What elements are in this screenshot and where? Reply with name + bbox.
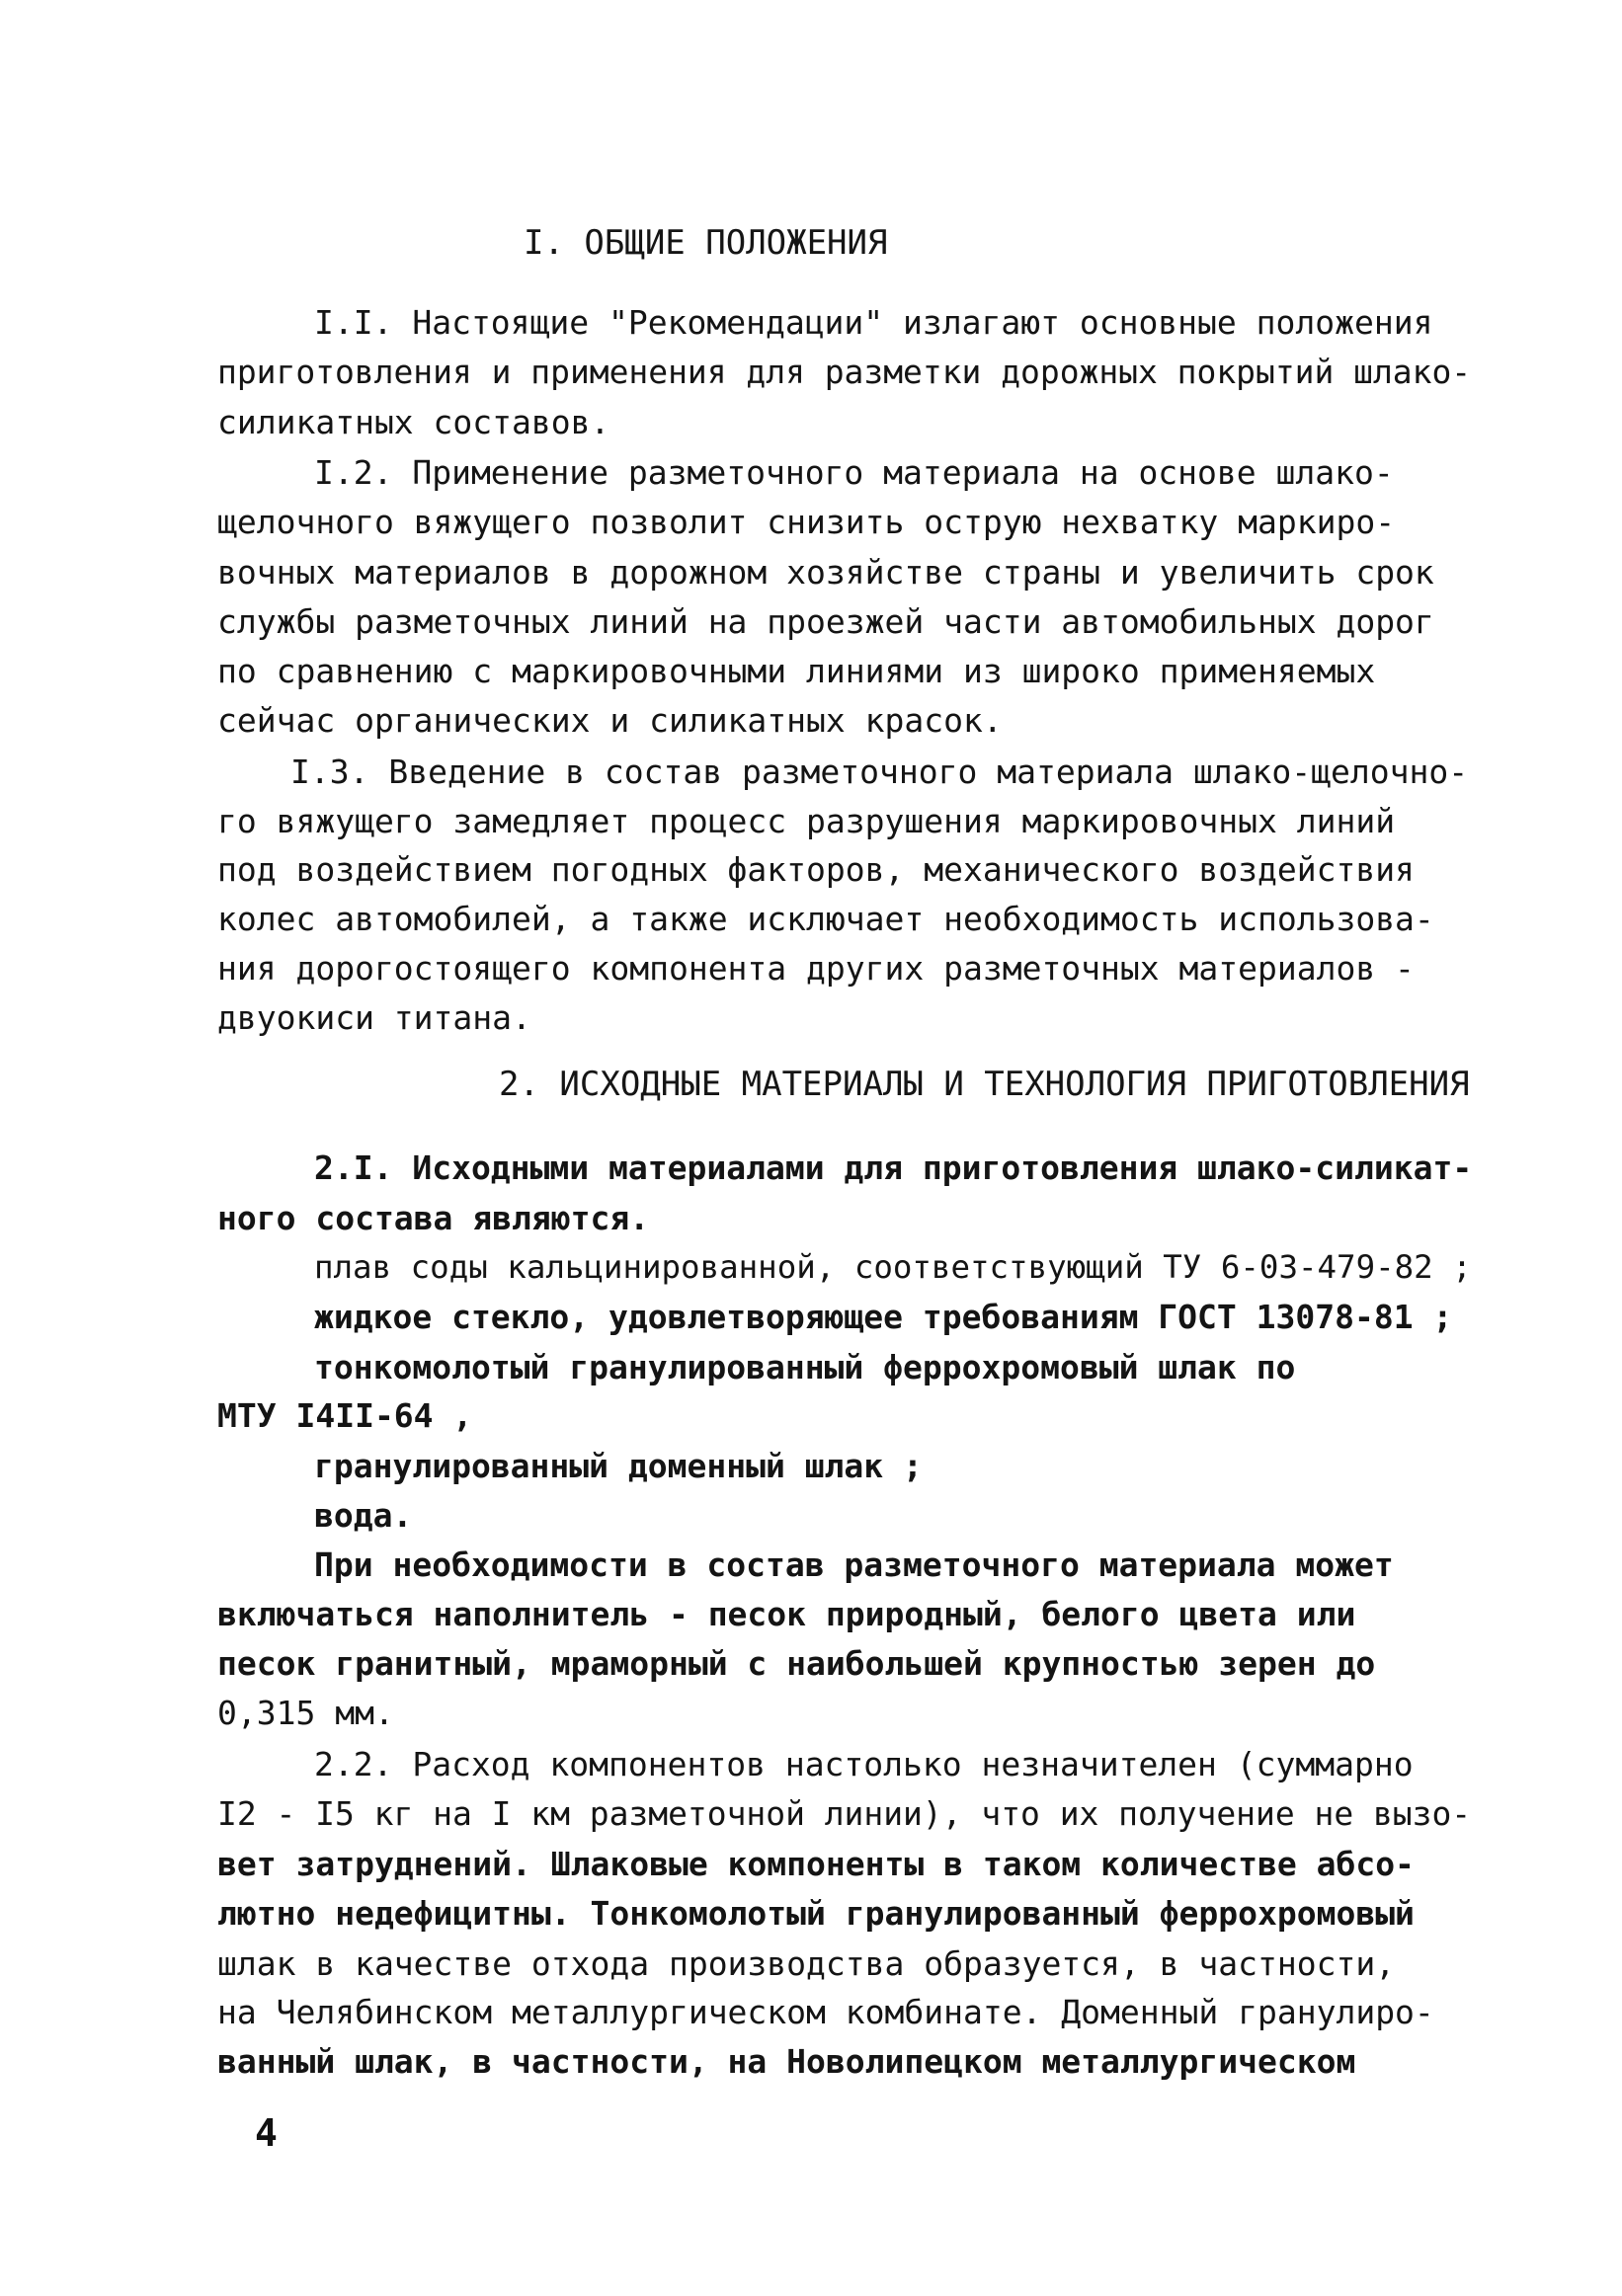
text-line: песок гранитный, мраморный с наибольшей крупностью зерен до xyxy=(217,1644,1376,1683)
text-line: тонкомолотый гранулированный феррохромовый шлак по xyxy=(314,1348,1296,1386)
text-line: лютно недефицитны. Тонкомолотый гранулированный феррохромовый xyxy=(217,1894,1415,1933)
text-line: приготовления и применения для разметки дорожных покрытий шлако- xyxy=(217,353,1472,391)
page-number: 4 xyxy=(255,2111,278,2155)
text-line: 2.I. Исходными материалами для приготовления шлако-силикат- xyxy=(314,1148,1473,1187)
text-line: включаться наполнитель - песок природный, белого цвета или xyxy=(217,1595,1356,1633)
text-line: го вяжущего замедляет процесс разрушения маркировочных линий xyxy=(217,802,1396,840)
text-line: ния дорогостоящего компонента других разметочных материалов - xyxy=(217,949,1415,988)
text-line: шлак в качестве отхода производства образуется, в частности, xyxy=(217,1944,1396,1983)
text-line: I.I. Настоящие "Рекомендации" излагают основные положения xyxy=(314,303,1433,342)
text-line: 0,315 мм. xyxy=(217,1694,394,1732)
text-line: колес автомобилей, а также исключает необходимость использова- xyxy=(217,900,1434,938)
text-line: сейчас органических и силикатных красок. xyxy=(217,701,1003,740)
text-line: щелочного вяжущего позволит снизить острую нехватку маркиро- xyxy=(217,503,1396,541)
text-line: вочных материалов в дорожном хозяйстве страны и увеличить срок xyxy=(217,553,1434,592)
text-line: 2.2. Расход компонентов настолько незначителен (суммарно xyxy=(314,1745,1414,1783)
text-line: под воздействием погодных факторов, механического воздействия xyxy=(217,850,1415,889)
text-line: I.3. Введение в состав разметочного материала шлако-щелочно- xyxy=(290,752,1469,791)
text-line: ванный шлак, в частности, на Новолипецком металлургическом xyxy=(217,2042,1356,2081)
section-2-heading: 2. ИСХОДНЫЕ МАТЕРИАЛЫ И ТЕХНОЛОГИЯ ПРИГОТОВЛЕНИЯ xyxy=(499,1065,1470,1104)
section-1-heading: I. ОБЩИЕ ПОЛОЖЕНИЯ xyxy=(524,223,888,263)
text-line: ного состава являются. xyxy=(217,1199,650,1237)
text-line: вода. xyxy=(314,1496,413,1535)
text-line: плав соды кальцинированной, соответствующий ТУ 6-03-479-82 ; xyxy=(314,1248,1472,1286)
text-line: по сравнению с маркировочными линиями из широко применяемых xyxy=(217,652,1376,690)
text-line: службы разметочных линий на проезжей части автомобильных дорог xyxy=(217,602,1434,641)
text-line: I.2. Применение разметочного материала на основе шлако- xyxy=(314,453,1394,492)
text-line: на Челябинском металлургическом комбинате. Доменный гранулиро- xyxy=(217,1993,1434,2031)
text-line: гранулированный доменный шлак ; xyxy=(314,1447,923,1485)
text-line: МТУ I4II-64 , xyxy=(217,1396,473,1435)
text-line: силикатных составов. xyxy=(217,403,610,441)
text-line: вет затруднений. Шлаковые компоненты в таком количестве абсо- xyxy=(217,1845,1415,1883)
text-line: При необходимости в состав разметочного материала может xyxy=(314,1545,1394,1584)
text-line: жидкое стекло, удовлетворяющее требованиям ГОСТ 13078-81 ; xyxy=(314,1298,1453,1336)
text-line: I2 - I5 кг на I км разметочной линии), что их получение не вызо- xyxy=(217,1794,1472,1833)
text-line: двуокиси титана. xyxy=(217,998,531,1037)
